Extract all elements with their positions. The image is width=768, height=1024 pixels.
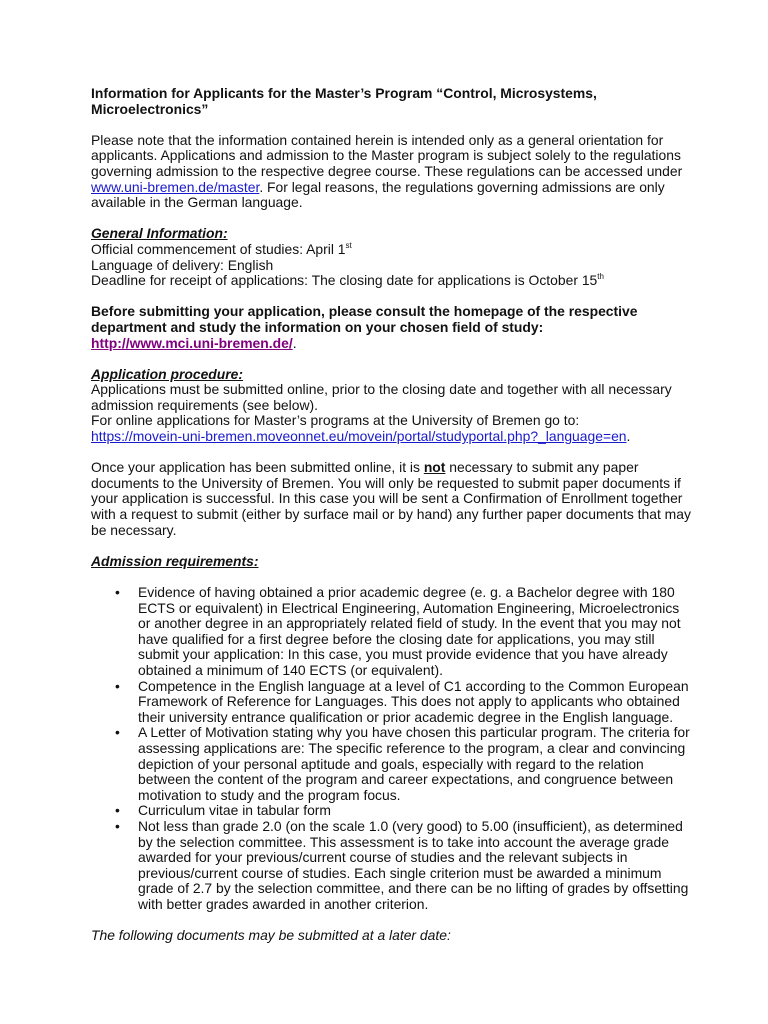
bullet-icon: • — [115, 677, 120, 694]
list-item: • Competence in the English language at a level of C1 according to the Common European Framework of Reference for Languages. This does not apply to applicants who obtained their university entrance qualification or prior academic degree in the English language. — [115, 677, 689, 725]
general-information-heading: General Information: — [91, 225, 228, 242]
list-item: • Evidence of having obtained a prior academic degree (e. g. a Bachelor degree with 180 ECTS or equivalent) in Electrical Engineering, Automation Engineering, Microelectronics or another degree in an appropriately related field of study. In the event that you may not have qualified for a first degree before the closing date for applications, you may still submit your application: In this case, you must provide evidence that you have already obtained a minimum of 140 ECTS (or equivalent). — [115, 584, 681, 678]
deadline-line: Deadline for receipt of applications: The closing date for applications is October 15th — [91, 272, 604, 289]
procedure-line-2: For online applications for Master’s programs at the University of Bremen go to: — [91, 412, 580, 429]
department-homepage-link[interactable]: http://www.mci.uni-bremen.de/ — [91, 334, 293, 351]
list-item: • Curriculum vitae in tabular form — [115, 802, 331, 819]
consult-paragraph: Before submitting your application, please consult the homepage of the respective department and study the information on your chosen field of study: http://www.mci.uni-bremen.de/. — [91, 303, 638, 351]
commencement-sup: st — [345, 240, 352, 250]
online-application-link[interactable]: https://movein-uni-bremen.moveonnet.eu/movein/portal/studyportal.php?_language=en — [91, 428, 627, 445]
document-title: Information for Applicants for the Master’s Program “Control, Microsystems, Microelectronics” — [91, 85, 597, 117]
admission-requirements-list — [91, 585, 691, 912]
bullet-icon: • — [115, 724, 120, 741]
intro-paragraph — [91, 133, 691, 211]
language-line: Language of delivery: English — [91, 256, 274, 273]
admission-requirements-heading: Admission requirements: — [91, 552, 259, 569]
procedure-link-line: https://movein-uni-bremen.moveonnet.eu/movein/portal/studyportal.php?_language=en. — [91, 428, 631, 445]
deadline-sup: th — [597, 272, 604, 282]
intro-text-end: . For legal reasons, the regulations governing admissions are only available in the German language. — [91, 178, 665, 211]
list-item: • Not less than grade 2.0 (on the scale 1.0 (very good) to 5.00 (insufficient), as determined by the selection committee. This assessment is to take into account the average grade awarded for your previous/current course of studies and the relevant subjects in previous/current course of studies. Each single criterion must be awarded a minimum grade of 2.7 by the selection committee, and there can be no lifting of grades by offsetting with better grades awarded in another criterion. — [115, 817, 689, 912]
document-content — [91, 86, 691, 944]
bullet-icon: • — [115, 817, 120, 834]
procedure-line-1: Applications must be submitted online, prior to the closing date and together with all necessary admission requirements (see below). — [91, 381, 672, 413]
later-documents-note: The following documents may be submitted at a later date: — [91, 927, 451, 944]
master-regulations-link[interactable]: www.uni-bremen.de/master — [91, 178, 260, 195]
commencement-line: Official commencement of studies: April 1st — [91, 240, 352, 257]
application-procedure-heading: Application procedure: — [91, 365, 244, 382]
bullet-icon: • — [115, 802, 120, 819]
not-emphasis: not — [423, 459, 446, 476]
bullet-icon: • — [115, 584, 120, 600]
intro-text: Please note that the information contained herein is intended only as a general orientation for applicants. Applications and admission to the Master program is subject solely to the regulations governing admission to the respective degree course. These regulations can be accessed under — [91, 131, 683, 179]
list-item: • A Letter of Motivation stating why you have chosen this particular program. The criteria for assessing applications are: The specific reference to the program, a clear and convincing depiction of your personal aptitude and goals, especially with regard to the relation between the content of the program and career expectations, and congruence between motivation to study and the program focus. — [115, 724, 690, 803]
consult-text: Before submitting your application, please consult the homepage of the respective department and study the information on your chosen field of study: — [91, 303, 638, 335]
paper-documents-paragraph: Once your application has been submitted online, it is not necessary to submit any paper documents to the University of Bremen. You will only be requested to submit paper documents if your application is successful. In this case you will be sent a Confirmation of Enrollment together with a request to submit (either by surface mail or by hand) any further paper documents that may be necessary. — [91, 459, 691, 538]
